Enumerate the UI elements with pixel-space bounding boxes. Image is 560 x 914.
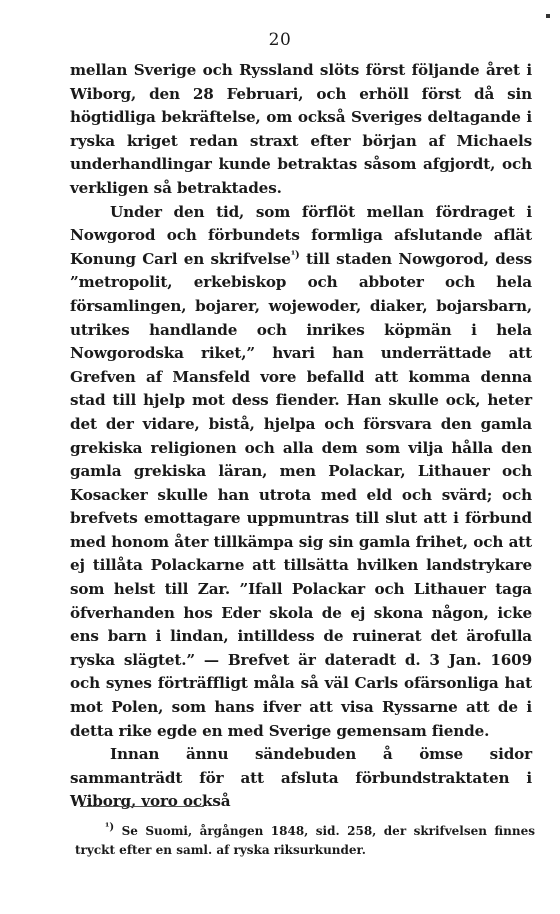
corner-mark [546, 14, 550, 18]
footnote-divider [80, 806, 204, 807]
paragraph-2-text-before: Under den tid, som förflöt mellan fördraget i Nowgorod och förbundets formliga afslutande aflät Konung Carl en skrifvelse [70, 202, 532, 268]
page-number: 20 [268, 30, 292, 50]
footnote-reference-mark: ¹) [290, 249, 300, 261]
footnote-body: Se Suomi, årgången 1848, sid. 258, der skrifvelsen finnes tryckt efter en saml. af ryska riksurkunder. [75, 824, 535, 857]
paragraph-1: mellan Sverige och Ryssland slöts först följande året i Wiborg, den 28 Februari, och erhöll först då sin högtidliga bekräftelse, om också Sveriges deltagande i ryska kriget redan straxt efter början af Michaels underhandlingar kunde betraktas såsom afgjordt, och verkligen så betraktades. [70, 61, 532, 197]
footnote [75, 822, 535, 860]
paragraph-3: Innan ännu sändebuden å ömse sidor sammanträdt för att afsluta förbundstraktaten i Wiborg, voro också [70, 745, 532, 811]
footnote-text [75, 822, 535, 860]
footnote-mark: ¹) [105, 822, 115, 833]
body-text [70, 59, 532, 814]
paragraph-2 [70, 201, 532, 744]
paragraph-2-text-after: till staden Nowgorod, dess ”metropolit, erkebiskop och abboter och hela församlingen, bojarer, wojewoder, diaker, bojarsbarn, utrikes handlande och inrikes köpmän i hela Nowgorodska riket,” hvari han underrättade att Grefven af Mansfeld vore befalld att komma denna stad till hjelp mot dess fiender. Han skulle ock, heter det der vidare, bistå, hjelpa och försvara den gamla grekiska religionen och alla dem som vilja hålla den gamla grekiska läran, men Polackar, Lithauer och Kosacker skulle han utrota med eld och svärd; och brefvets emottagare uppmuntras till slut att i förbund med honom åter tillkämpa sig sin gamla frihet, och att ej tillåta Polackarne att tillsätta hvilken landstrykare som helst till Zar. ”Ifall Polackar och Lithauer taga öfverhanden hos Eder skola de ej skona någon, icke ens barn i lindan, intilldess de ruinerat det ärofulla ryska slägtet.” — Brefvet är dateradt d. 3 Jan. 1609 och synes förträffligt måla så väl Carls ofärsonliga hat mot Polen, som hans ifver att visa Ryssarne att de i detta rike egde en med Sverige gemensam fiende. [70, 249, 532, 740]
